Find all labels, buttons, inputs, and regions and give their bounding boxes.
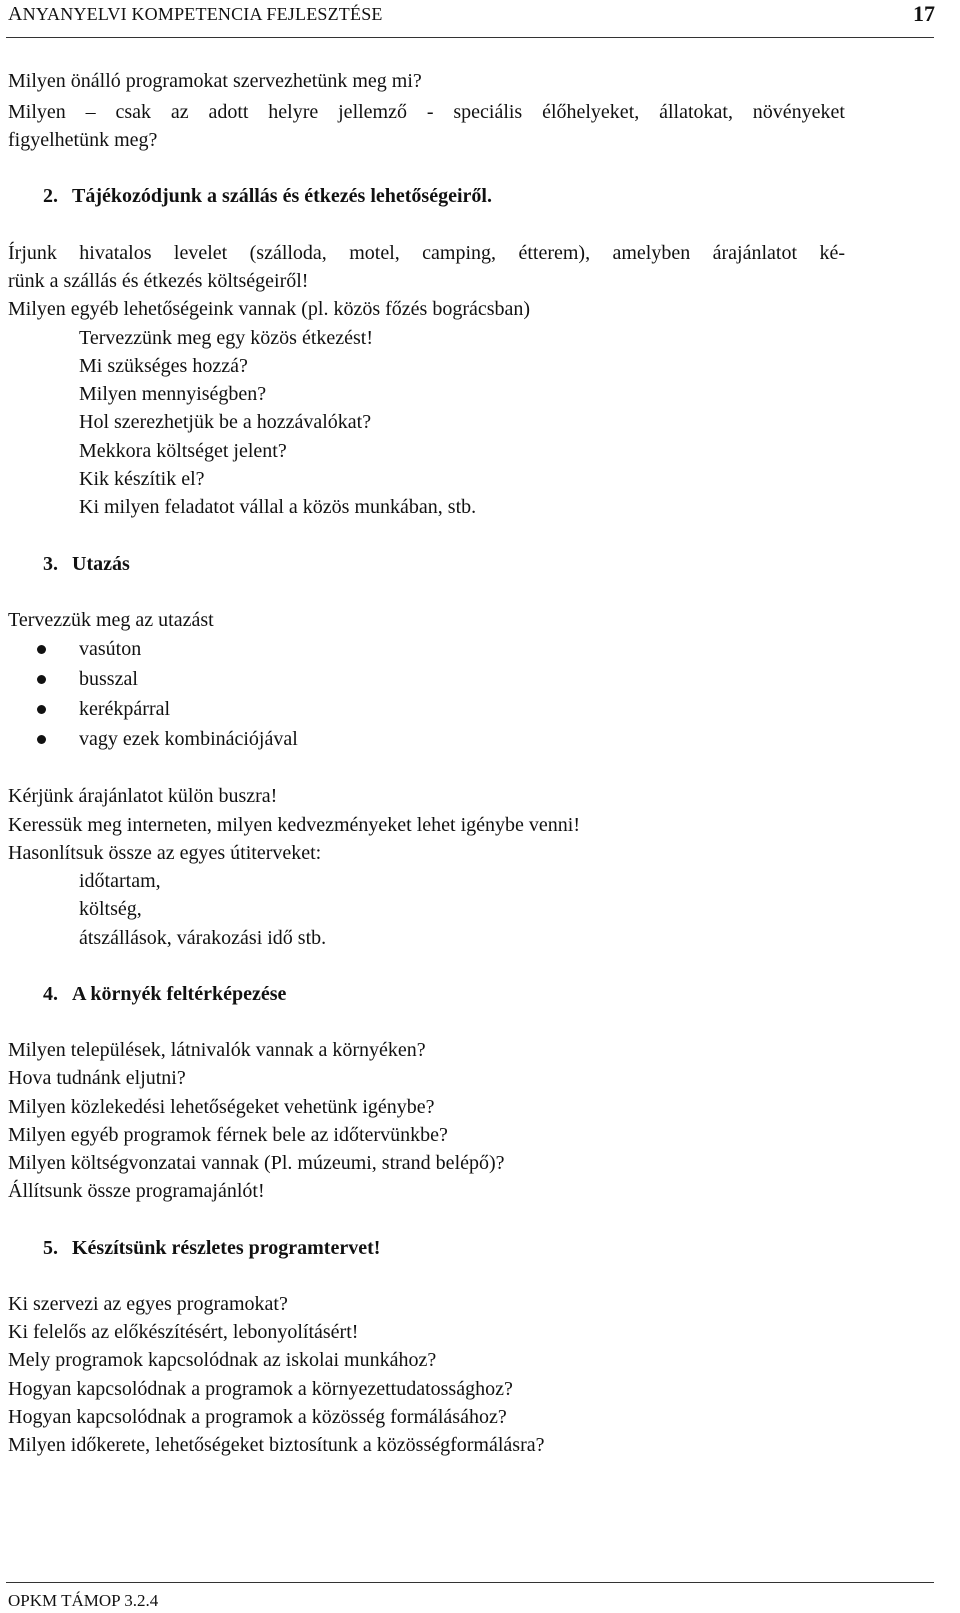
section-3-heading bbox=[8, 552, 130, 576]
section-4-heading bbox=[8, 982, 286, 1006]
section-4-line: Milyen közlekedési lehetőségeket vehetünk igénybe? bbox=[8, 1096, 435, 1118]
section-4-line: Milyen egyéb programok férnek bele az időtervünkbe? bbox=[8, 1124, 448, 1146]
section-3-sub-item: költség, bbox=[79, 898, 142, 920]
intro-question-2-line-2: figyelhetünk meg? bbox=[8, 129, 158, 151]
section-5-title: Készítsünk részletes programtervet! bbox=[72, 1237, 381, 1259]
section-5-line: Milyen időkerete, lehetőségeket biztosítunk a közösségformálásra? bbox=[8, 1434, 545, 1456]
section-4-line: Milyen települések, látnivalók vannak a környéken? bbox=[8, 1039, 426, 1061]
section-5-line: Hogyan kapcsolódnak a programok a környezettudatossághoz? bbox=[8, 1378, 513, 1400]
running-header-title bbox=[8, 2, 383, 26]
header-rule bbox=[6, 37, 934, 38]
bullet-icon bbox=[37, 645, 46, 654]
section-5-line: Hogyan kapcsolódnak a programok a közösség formálásához? bbox=[8, 1406, 507, 1428]
section-2-sub-item: Tervezzünk meg egy közös étkezést! bbox=[79, 327, 374, 349]
section-4-line: Milyen költségvonzatai vannak (Pl. múzeumi, strand belépő)? bbox=[8, 1152, 505, 1174]
section-5-line: Mely programok kapcsolódnak az iskolai munkához? bbox=[8, 1349, 437, 1371]
footer-text: OPKM TÁMOP 3.2.4 bbox=[8, 1591, 159, 1610]
section-5-number: 5. bbox=[43, 1237, 58, 1259]
section-2-sub-item: Mekkora költséget jelent? bbox=[79, 440, 287, 462]
section-2-sub-item: Kik készítik el? bbox=[79, 468, 205, 490]
section-3-sub-item: időtartam, bbox=[79, 870, 161, 892]
section-4-line: Hova tudnánk eljutni? bbox=[8, 1067, 186, 1089]
section-3-bullet-item: vagy ezek kombinációjával bbox=[79, 728, 298, 750]
section-3-title: Utazás bbox=[72, 553, 130, 575]
section-3-bullet-item: busszal bbox=[79, 668, 138, 690]
intro-question-2-line-1: Milyen – csak az adott helyre jellemző - speciális élőhelyeket, állatokat, növényeket bbox=[8, 101, 845, 123]
section-5-line: Ki felelős az előkészítésért, lebonyolításért! bbox=[8, 1321, 359, 1343]
section-2-paragraph-2: Milyen egyéb lehetőségeink vannak (pl. közös főzés bográcsban) bbox=[8, 298, 531, 320]
section-3-bullet-item: kerékpárral bbox=[79, 698, 171, 720]
section-3-sub-item: átszállások, várakozási idő stb. bbox=[79, 927, 327, 949]
section-5-heading bbox=[8, 1236, 380, 1260]
section-2-sub-item: Hol szerezhetjük be a hozzávalókat? bbox=[79, 411, 372, 433]
footer-rule bbox=[6, 1582, 934, 1583]
section-2-sub-item: Milyen mennyiségben? bbox=[79, 383, 267, 405]
section-2-title: Tájékozódjunk a szállás és étkezés lehetőségeiről. bbox=[72, 185, 492, 207]
bullet-icon bbox=[37, 705, 46, 714]
section-3-line: Keressük meg interneten, milyen kedvezményeket lehet igénybe venni! bbox=[8, 814, 581, 836]
header-title-rest: NYANYELVI KOMPETENCIA FEJLESZTÉSE bbox=[22, 4, 383, 24]
intro-question-1: Milyen önálló programokat szervezhetünk meg mi? bbox=[8, 70, 422, 92]
section-3-line: Hasonlítsuk össze az egyes útiterveket: bbox=[8, 842, 322, 864]
section-2-sub-item: Ki milyen feladatot vállal a közös munkában, stb. bbox=[79, 496, 477, 518]
section-3-number: 3. bbox=[43, 553, 58, 575]
section-3-intro: Tervezzük meg az utazást bbox=[8, 609, 214, 631]
section-2-paragraph-1-line-1: Írjunk hivatalos levelet (szálloda, motel, camping, étterem), amelyben árajánlatot ké- bbox=[8, 242, 845, 264]
section-2-sub-item: Mi szükséges hozzá? bbox=[79, 355, 248, 377]
bullet-icon bbox=[37, 675, 46, 684]
section-4-number: 4. bbox=[43, 983, 58, 1005]
bullet-icon bbox=[37, 735, 46, 744]
section-3-line: Kérjünk árajánlatot külön buszra! bbox=[8, 785, 278, 807]
section-2-paragraph-1-line-2: rünk a szállás és étkezés költségeiről! bbox=[8, 270, 309, 292]
page-number: 17 bbox=[913, 1, 935, 26]
section-2-heading bbox=[8, 184, 492, 208]
header-initial: A bbox=[8, 3, 23, 25]
section-5-line: Ki szervezi az egyes programokat? bbox=[8, 1293, 288, 1315]
section-2-number: 2. bbox=[43, 185, 58, 207]
section-3-bullet-item: vasúton bbox=[79, 638, 142, 660]
section-4-line: Állítsunk össze programajánlót! bbox=[8, 1180, 265, 1202]
section-4-title: A környék feltérképezése bbox=[72, 983, 287, 1005]
